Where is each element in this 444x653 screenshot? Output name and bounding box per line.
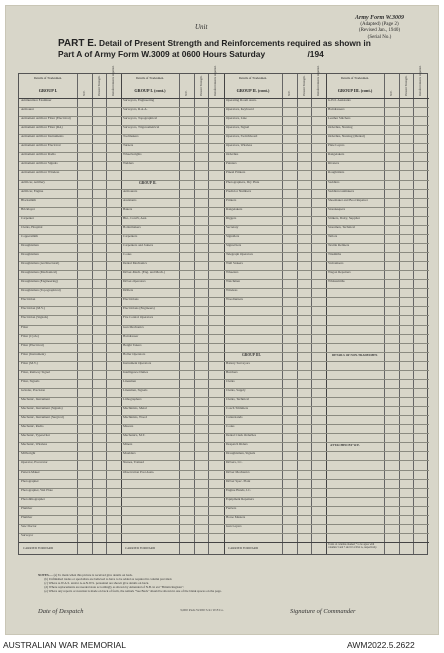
trade-cell: Fitter (Cycle) <box>21 334 39 338</box>
trade-cell: Cutterstands <box>226 416 243 420</box>
trade-cell: Operators, Keyboard <box>226 108 254 112</box>
trade-cell: Vulcanisers <box>328 262 344 266</box>
row-rule <box>19 479 429 480</box>
row-rule <box>19 442 429 443</box>
trade-cell: Lithographers <box>123 398 142 402</box>
trade-cell: Wheelwrights <box>123 153 142 157</box>
trade-cell: Machinists, Wood <box>123 416 147 420</box>
row-rule <box>19 325 429 326</box>
trade-cell: Boilermakers <box>123 225 141 229</box>
row-rule <box>19 406 429 407</box>
trade-cell: Pattern Maker <box>21 470 40 474</box>
trade-cell: Saw Doctor <box>21 524 37 528</box>
group-iii-label: GROUP III. <box>242 352 261 357</box>
column-divider <box>399 74 400 554</box>
trade-cell: Draughtsmen, Signals <box>226 452 256 456</box>
column-divider <box>208 74 209 554</box>
trade-cell: Dental Mechanics <box>123 262 147 266</box>
trade-cell: Mechanic, Instrument <box>21 398 50 402</box>
row-rule <box>19 379 429 380</box>
trade-cell: Saddlers/outmakers <box>328 189 355 193</box>
trade-cell: G.P.O. Assistants <box>328 99 351 102</box>
trade-cell: Instrument Operators <box>123 361 152 365</box>
group-divider <box>121 74 122 554</box>
column-divider <box>384 74 385 554</box>
trade-cell: Miners <box>123 443 133 447</box>
trade-cell: Farriers <box>226 506 237 510</box>
carried-forward-label: CARRIED FORWARD <box>125 547 156 550</box>
sub-header: Reinforcements required. <box>316 65 321 96</box>
row-rule <box>19 370 429 371</box>
trade-cell: Photographer, Wet Plate <box>21 488 53 492</box>
trade-cell: Butchers <box>226 370 238 374</box>
row-rule <box>19 297 429 298</box>
trade-cell: Shoemaker and Boot Repairer <box>328 198 368 202</box>
form-revised: (Revised Jan., 1940) <box>358 28 401 33</box>
non-tradesmen-heading: DETAILS OF NON-TRADESMEN. <box>332 352 379 357</box>
trade-cell: Armament Artificer Radio <box>21 153 56 157</box>
trade-cell: Dental Clerk Orderlies <box>226 434 257 438</box>
row-rule <box>19 315 429 316</box>
column-divider <box>413 74 414 554</box>
trade-cell: Toolmakers <box>123 135 139 139</box>
trade-cell: Telegraph Operators <box>226 253 253 257</box>
trade-cell: Despatch Riders <box>226 443 248 447</box>
trade-cell: Fitter, Railway Signal <box>21 370 50 374</box>
trade-cell: Intelligence Duties <box>123 370 148 374</box>
column-divider <box>194 74 195 554</box>
trade-cell: Painters <box>226 162 237 166</box>
trade-cell: Carpenters <box>123 234 138 238</box>
row-rule <box>19 515 429 516</box>
trade-cell: Secretary <box>226 225 239 229</box>
row-rule <box>19 433 429 434</box>
row-rule <box>19 397 429 398</box>
trade-cell: Electrician (M.V.) <box>21 307 45 311</box>
title-part: PART E. <box>58 38 97 49</box>
date-of-despatch: Date of Despatch <box>38 608 84 615</box>
row-rule <box>19 334 429 335</box>
form-title <box>58 38 371 60</box>
note-text: (e) Where any reports or notation is made on back of form, the remark "See Back" should be shown in one of the blank spaces on the page. <box>44 589 222 593</box>
title-line-2: Part A of Army Form W.3009 at 0600 Hours Saturday <box>58 49 266 59</box>
trade-cell: Draughtsman (Topographical) <box>21 289 61 293</box>
trade-cell: Hairdresser <box>123 334 139 338</box>
trade-cell: Coppersmith <box>21 234 39 238</box>
trade-cell: Observation Post Assts. <box>123 470 155 474</box>
trade-cell: Draughtsman (Engineering) <box>21 280 58 284</box>
row-rule <box>19 424 429 425</box>
row-rule <box>19 488 429 489</box>
trade-cell: Armourer <box>21 108 34 112</box>
sub-header: Reinforcements required. <box>213 65 218 96</box>
row-rule <box>19 497 429 498</box>
trade-cell: Artificer, Artillery <box>21 180 46 184</box>
sub-header: Present Strength. <box>403 75 408 96</box>
trade-cell: Whitesmiths <box>328 280 345 284</box>
column-divider <box>77 74 78 554</box>
trade-cell: Drivers, I.C. <box>226 461 243 465</box>
trade-cell: Mechanic, Instrument (Signals) <box>21 407 63 411</box>
archive-name: AUSTRALIAN WAR MEMORIAL <box>3 640 126 650</box>
trade-cell: Operating Room Assts. <box>226 99 257 102</box>
trade-cell: Orderlies, Nursing <box>328 126 353 130</box>
trade-cell: Saddlers <box>328 180 340 184</box>
group-divider <box>224 74 225 554</box>
trade-cell: Operators, Wireless <box>226 144 252 148</box>
notes-list <box>38 573 222 593</box>
trade-cell: Signwriters <box>226 243 242 247</box>
sub-header: Present Strength. <box>301 75 306 96</box>
trade-cell: Signallers <box>226 234 240 238</box>
trade-cell: Storemen, Technical <box>328 225 355 229</box>
trade-cell: Draughtsman <box>21 253 39 257</box>
trade-cell: Wagon Repairers <box>328 271 351 275</box>
trade-cell: Linesmen <box>123 379 137 383</box>
trade-cell: Machinists, Metal <box>123 407 147 411</box>
trade-cell: Clerks, Hospital <box>21 225 43 229</box>
trade-cell: Holler Operators <box>123 352 146 356</box>
trade-cell: Moulders <box>123 452 136 456</box>
form-notes <box>38 573 222 593</box>
trade-cell: Mechanic, Radio <box>21 425 44 429</box>
trade-cell: Linesmen, Signals <box>123 388 148 392</box>
trade-cell: Mechanic, Wireless <box>21 443 47 447</box>
group-divider <box>326 74 327 554</box>
group-ii-label: GROUP II. <box>139 180 157 185</box>
trade-cell: Rangetakers <box>328 153 345 157</box>
archive-id: AWM2022.5.2622 <box>347 640 415 650</box>
trade-cell: Armament Artificer Fitter (RA) <box>21 126 63 130</box>
row-rule <box>19 361 429 362</box>
trade-cell: Pineal Printers <box>226 171 246 175</box>
trade-cell: Riggers <box>226 216 237 220</box>
details-label: Details of Tradesmen. <box>340 76 370 80</box>
trade-cell: Plumber <box>21 506 33 510</box>
note-text: (c) Where A.W.A.S. and/or A.A.N.W.S. personnel are shown give details on back. <box>44 581 149 585</box>
trade-cell: Leather Stitchers <box>328 117 351 121</box>
column-divider <box>311 74 312 554</box>
row-rule <box>19 524 429 525</box>
group-header <box>121 76 179 93</box>
form-adapted: (Adapted) (Page 2) <box>360 21 399 27</box>
trade-cell: Printers <box>226 198 237 202</box>
trade-cell: Armament Artificer Signals <box>21 162 58 166</box>
group-header <box>326 76 384 93</box>
trade-cell: Photographer <box>21 479 39 483</box>
trade-cell: Gun Mechanics <box>123 325 144 329</box>
trade-cell: Horse Masters <box>226 515 246 519</box>
trade-cell: Operators, Switchboard <box>226 135 258 139</box>
trade-cell: Artificer, Engine <box>21 189 44 193</box>
trade-cell: Height Takers <box>123 343 142 347</box>
sub-header: Present Strength. <box>198 75 203 96</box>
trade-cell: Masons <box>123 425 134 429</box>
trade-cell: Tailors <box>328 234 338 238</box>
trade-cell: Fitter <box>21 325 29 329</box>
trade-cell: Driver-Mech. (Eng. and Mech.) <box>123 271 165 275</box>
group-label: GROUP II. (cont.) <box>236 88 270 93</box>
trade-cell: Roughriders <box>328 171 345 175</box>
trade-cell: Carpenters and Joiners <box>123 243 154 247</box>
strength-table <box>18 65 428 555</box>
group-label: GROUP I. (cont.) <box>134 88 166 93</box>
trade-cell: Electrician <box>21 298 36 302</box>
printer-imprint: 3,000 Pads W280 5/41 W.F.Co. <box>180 608 224 612</box>
trade-cell: Cooks <box>226 425 235 429</box>
trade-cell: Fitter (M.V.) <box>21 361 38 365</box>
trade-cell: Watchmen <box>226 280 241 284</box>
trade-cell: Photolithographer <box>21 497 45 501</box>
trade-cell: Armament Artificer Wireless <box>21 171 60 175</box>
trade-cell: Predictor Numbers <box>226 189 251 193</box>
sub-header: W.E. <box>389 90 393 96</box>
trade-cell: Tinsmiths <box>328 253 342 257</box>
trade-cell: Electricians (Engineers) <box>123 307 155 311</box>
title-line-1: Detail of Present Strength and Reinforcements required as shown in <box>99 38 371 48</box>
trade-cell: Driver-Operators <box>123 280 146 284</box>
trade-cell: Armament Artificer Electrical <box>21 144 61 148</box>
trade-cell: Armament Artificer Fitter (Electrical) <box>21 117 71 121</box>
trade-cell: Ammunition Examiner <box>21 99 52 102</box>
group-label: GROUP I. <box>38 88 58 93</box>
details-label: Details of Tradesmen. <box>238 76 268 80</box>
group-label: GROUP III. (cont.) <box>337 88 373 93</box>
trade-cell: Surveyor <box>21 533 34 537</box>
trade-cell: Clerks, Technical <box>226 398 249 402</box>
trade-cell: Drillers <box>123 289 134 293</box>
trade-cell: Coach Trimmers <box>226 407 249 411</box>
carried-forward-label: CARRIED FORWARD <box>228 547 259 550</box>
sub-header: Present Strength. <box>96 75 101 96</box>
trade-cell: Electricians <box>123 298 139 302</box>
row-rule <box>19 533 429 534</box>
column-divider <box>106 74 107 554</box>
trade-cell: Gun Layers <box>226 524 242 528</box>
column-divider <box>297 74 298 554</box>
sub-header: Reinforcements required. <box>111 65 116 96</box>
trade-cell: Fitter (Electrical) <box>21 343 44 347</box>
sub-header: W.E. <box>82 90 86 96</box>
trade-cell: Draughtsman (Architectural) <box>21 262 60 266</box>
trade-cell: Draughtsman <box>21 243 39 247</box>
trade-cell: Hairdressers <box>328 108 345 112</box>
note-text: (a) To mark when this picture is received give details on back. <box>53 573 133 577</box>
trade-cell: Storekeepers <box>328 207 346 211</box>
trade-cell: Mechanic, Typewriter <box>21 434 51 438</box>
trade-cell: Assistants <box>123 198 137 202</box>
trade-cell: Electrician (Signals) <box>21 316 49 320</box>
column-divider <box>92 74 93 554</box>
trade-cell: Battery Surveyors <box>226 361 250 365</box>
trade-cell: Fitter, Signals <box>21 379 40 383</box>
note-text: (b) Unfinished trades or specialists are believed to have to be added as required in column provided. <box>44 577 173 581</box>
row-rule <box>19 460 429 461</box>
trade-cell: Operator, Excavator <box>21 461 48 465</box>
trade-cell: Wall Stokers <box>226 262 243 266</box>
trade-cell: Fitter (Instrument) <box>21 352 46 356</box>
trade-cell: Millwright <box>21 452 36 456</box>
trade-cell: Plate Layers <box>328 144 345 148</box>
trade-cell: Driver Spec. Plant <box>226 479 251 483</box>
trade-cell: Equipment Repairers <box>226 497 254 501</box>
details-label: Details of Tradesmen. <box>135 76 165 80</box>
trade-cell: Woodturners <box>226 298 243 302</box>
carried-forward-label: CARRIED FORWARD <box>23 547 54 550</box>
trade-cell: Textile Refiners <box>328 243 350 247</box>
trade-cell: Mechanics, M.T. <box>123 434 146 438</box>
trade-cell: Operators, Signal <box>226 126 250 130</box>
trade-cell: Operators, Line <box>226 117 247 121</box>
trade-cell: Surveyors, Topographical <box>123 117 157 121</box>
details-label: Details of Tradesmen. <box>33 76 63 80</box>
column-divider <box>282 74 283 554</box>
trade-cell: Surveyors, R.A.A. <box>123 108 148 112</box>
trade-cell: Photographers, Dry Plate <box>226 180 260 184</box>
note-text: (d) Where replacements are needed state accordingly as shown by Amended of N.B. in ext "Britain Register". <box>44 585 185 589</box>
row-rule <box>19 343 429 344</box>
sub-header: Reinforcements required. <box>418 65 423 96</box>
trade-cell: Grinder, Precision <box>21 388 46 392</box>
row-rule <box>19 470 429 471</box>
trade-cell: Driver Mechanics <box>226 470 250 474</box>
trade-cell: Welders <box>123 162 134 166</box>
signature-of-commander: Signature of Commander <box>290 608 356 615</box>
trade-cell: Fire Control Operators <box>123 316 154 320</box>
trade-cell: Wheelers <box>226 271 239 275</box>
form-serial: (Serial No.) <box>367 34 392 40</box>
trade-cell: Turners <box>123 144 134 148</box>
trade-cell: Surveyors, Engineering <box>123 99 155 102</box>
trade-cell: Nurses, Trained <box>123 461 144 465</box>
row-rule <box>19 415 429 416</box>
row-rule <box>19 288 429 289</box>
trade-cell: Blacksmith <box>21 198 37 202</box>
trade-cell: Bricklayer <box>21 207 35 211</box>
column-divider <box>179 74 180 554</box>
trade-cell: Carpenter <box>21 216 34 220</box>
trade-cell: Bakers <box>123 207 133 211</box>
title-year: /194 <box>307 49 324 59</box>
trade-cell: Orderlies, Nursing (Mental) <box>328 135 365 139</box>
note-line <box>38 589 222 593</box>
group-header <box>19 76 77 93</box>
trade-cell: Orderlies <box>226 153 239 157</box>
trade-cell: Armourers <box>123 189 138 193</box>
trade-cell: Draughtsman (Mechanical) <box>21 271 58 275</box>
trade-cell: Clerks, Supply <box>226 388 246 392</box>
trade-cell: Mechanic, Instrument (Surgical) <box>21 416 64 420</box>
form-number: Army Form W.3009 <box>355 15 404 21</box>
row-rule <box>19 506 429 507</box>
trade-cell: Riveters <box>328 162 339 166</box>
trade-cell: Rangetakers <box>226 207 243 211</box>
trade-cell: Surveyors, Trigonometrical <box>123 126 160 130</box>
attached-heading: ATTACHED BY W.E. <box>330 443 361 448</box>
sub-header: W.E. <box>184 90 188 96</box>
row-rule <box>19 451 429 452</box>
group-header <box>224 76 282 93</box>
trade-cell: Engine Hands, I.C. <box>226 488 252 492</box>
trade-cell: Armament Artificer Instruments <box>21 135 64 139</box>
totals-note: Totals of columns marked * to be agree with columns 5 and 7 and 10 of Part A, respectively. <box>328 543 378 549</box>
trade-cell: Plumber <box>21 515 33 519</box>
trade-cell: Bkr., Cond'r, Asst. <box>123 216 148 220</box>
trade-cell: Clerks <box>226 379 235 383</box>
trade-cell: Cooks <box>123 253 132 257</box>
row-rule <box>19 388 429 389</box>
row-rule <box>19 306 429 307</box>
unit-label: Unit <box>195 23 208 31</box>
trade-cell: Strikers, Dairy, Supplier <box>328 216 361 220</box>
trade-cell: Wireless <box>226 289 238 293</box>
notes-label: NOTES.— <box>38 573 54 577</box>
sub-header: W.E. <box>287 90 291 96</box>
